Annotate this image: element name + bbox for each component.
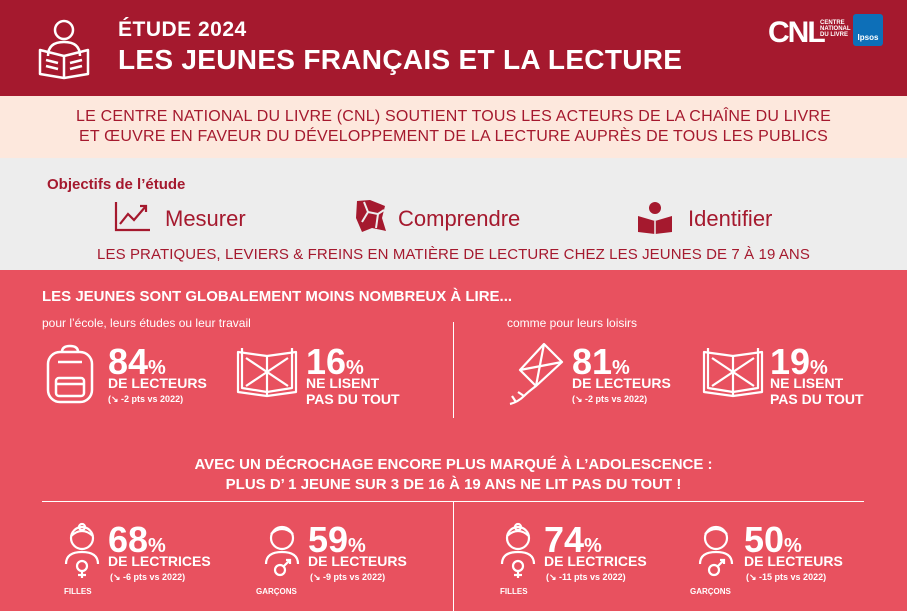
stat-boys-50-value: 50	[744, 519, 785, 560]
objective-mesurer: Mesurer	[165, 206, 246, 231]
backpack-icon	[44, 344, 96, 404]
boy-icon	[262, 522, 302, 584]
intro-line-2: ET ŒUVRE EN FAVEUR DU DÉVELOPPEMENT DE LA LECTURE AUPRÈS DE TOUS LES PUBLICS	[78, 128, 829, 145]
header-banner	[0, 0, 907, 96]
section2-title-1: AVEC UN DÉCROCHAGE ENCORE PLUS MARQUÉ À L’ADOLESCENCE :	[194, 456, 713, 473]
objective-identifier: Identifier	[688, 206, 773, 231]
stat-boys-59-percent: %	[348, 535, 366, 557]
stat-girls-74-label: DE LECTRICES	[544, 553, 647, 569]
stat-girls-74-note: (↘ -11 pts vs 2022)	[546, 572, 626, 582]
stat-boys-59-label: DE LECTEURS	[308, 553, 407, 569]
stat-girls-68-value: 68	[108, 519, 149, 560]
stat-school-nonreaders-percent: %	[346, 357, 364, 379]
map-icon	[354, 198, 388, 234]
boy-icon-2	[696, 522, 736, 584]
stat-school-readers-label: DE LECTEURS	[108, 375, 207, 391]
cnl-logo-subtitle: CENTRE NATIONAL DU LIVRE	[820, 20, 851, 38]
ipsos-logo-text: Ipsos	[857, 33, 879, 42]
stat-leisure-nonreaders-label2: PAS DU TOUT	[770, 391, 864, 407]
stat-boys-59-note: (↘ -9 pts vs 2022)	[310, 572, 386, 582]
reader-book-icon	[636, 200, 674, 234]
stat-leisure-readers-value: 81	[572, 341, 613, 382]
stat-school-readers-value: 84	[108, 341, 149, 382]
page-title: LES JEUNES FRANÇAIS ET LA LECTURE	[118, 44, 683, 75]
girl-icon-2	[498, 522, 538, 584]
ipsos-logo	[853, 14, 883, 46]
intro-band	[0, 96, 907, 158]
stat-boys-50-label: DE LECTEURS	[744, 553, 843, 569]
crossed-book-icon-2	[700, 346, 766, 398]
stat-girls-74-value: 74	[544, 519, 585, 560]
crossed-book-icon	[234, 346, 300, 398]
stat-boys-50-percent: %	[784, 535, 802, 557]
study-year: ÉTUDE 2024	[118, 18, 247, 41]
objectives-label: Objectifs de l’étude	[47, 176, 186, 193]
section1-right-caption: comme pour leurs loisirs	[507, 316, 638, 330]
section1-title: LES JEUNES SONT GLOBALEMENT MOINS NOMBREUX À LIRE...	[42, 288, 513, 305]
section2-divider-v	[453, 501, 454, 611]
stat-leisure-readers-percent: %	[612, 357, 630, 379]
objectives-band	[0, 158, 907, 270]
stat-school-nonreaders-label1: NE LISENT	[306, 375, 380, 391]
objectives-summary: LES PRATIQUES, LEVIERS & FREINS EN MATIÈRE DE LECTURE CHEZ LES JEUNES DE 7 À 19 ANS	[97, 246, 810, 263]
reader-icon	[34, 16, 94, 80]
stat-girls-2-who: FILLES	[500, 587, 528, 596]
stat-school-readers-note: (↘ -2 pts vs 2022)	[108, 394, 184, 404]
stat-leisure-nonreaders-value: 19	[770, 341, 811, 382]
cnl-logo: CNL	[768, 16, 824, 49]
stat-girls-who: FILLES	[64, 587, 92, 596]
section1-left-caption: pour l’école, leurs études ou leur travail	[42, 316, 251, 330]
stat-leisure-nonreaders-label1: NE LISENT	[770, 375, 844, 391]
stat-girls-68-percent: %	[148, 535, 166, 557]
stat-school-nonreaders-label2: PAS DU TOUT	[306, 391, 400, 407]
objective-comprendre: Comprendre	[398, 206, 521, 231]
stat-boys-50-note: (↘ -15 pts vs 2022)	[746, 572, 827, 582]
stat-boys-59-value: 59	[308, 519, 349, 560]
stat-girls-68-note: (↘ -6 pts vs 2022)	[110, 572, 186, 582]
stat-school-nonreaders-value: 16	[306, 341, 347, 382]
chart-line-icon	[114, 200, 152, 232]
stat-girls-74-percent: %	[584, 535, 602, 557]
section1-divider	[453, 322, 454, 418]
stat-boys-2-who: GARÇONS	[690, 587, 731, 596]
stat-school-readers-percent: %	[148, 357, 166, 379]
section2-title-2: PLUS D’ 1 JEUNE SUR 3 DE 16 À 19 ANS NE LIT PAS DU TOUT !	[225, 476, 682, 493]
stat-girls-68-label: DE LECTRICES	[108, 553, 211, 569]
stat-leisure-readers-note: (↘ -2 pts vs 2022)	[572, 394, 648, 404]
stat-boys-who: GARÇONS	[256, 587, 297, 596]
intro-line-1: LE CENTRE NATIONAL DU LIVRE (CNL) SOUTIENT TOUS LES ACTEURS DE LA CHAÎNE DU LIVRE	[75, 108, 832, 125]
stat-leisure-readers-label: DE LECTEURS	[572, 375, 671, 391]
girl-icon	[62, 522, 102, 584]
stat-leisure-nonreaders-percent: %	[810, 357, 828, 379]
kite-icon	[506, 342, 564, 406]
